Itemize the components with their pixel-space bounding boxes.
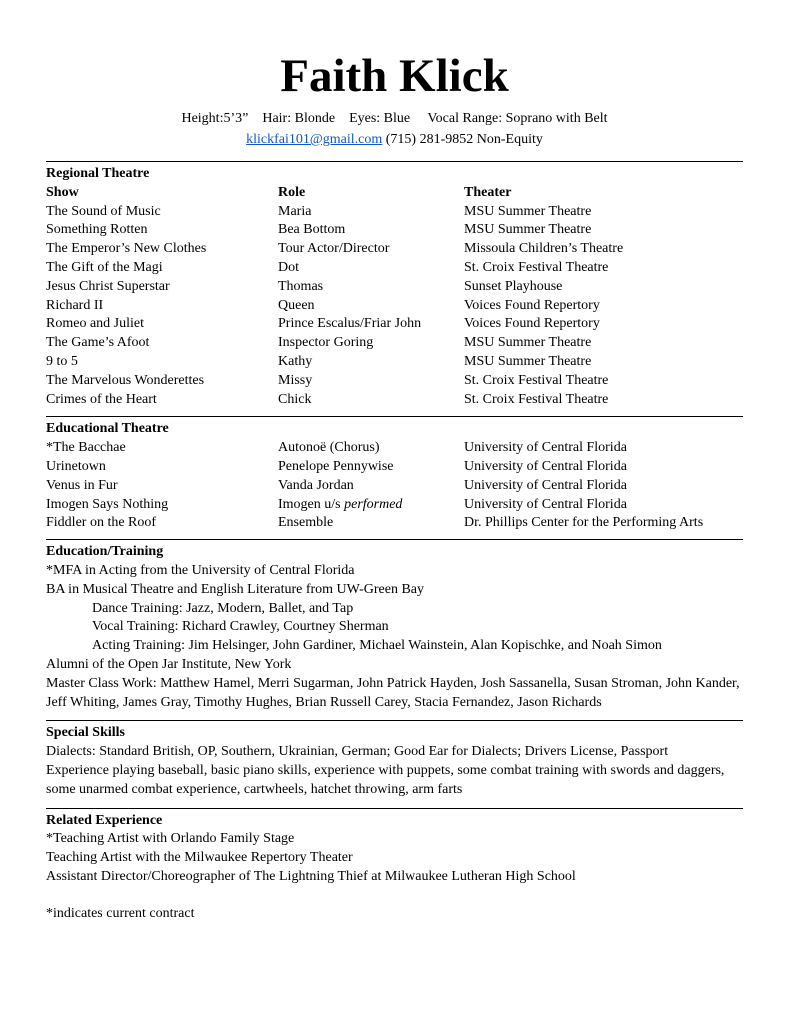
role-cell: Kathy <box>278 353 313 369</box>
role-cell: Queen <box>278 297 315 313</box>
theater-cell: MSU Summer Theatre <box>464 353 592 369</box>
divider <box>46 720 743 721</box>
table-row <box>46 297 743 316</box>
role-cell: Thomas <box>278 278 324 294</box>
table-row <box>46 372 743 391</box>
education-training-section <box>46 543 743 712</box>
theater-cell: MSU Summer Theatre <box>464 203 592 219</box>
role-cell <box>278 496 402 515</box>
theater-cell: Voices Found Repertory <box>464 297 600 313</box>
degree-ba: BA in Musical Theatre and English Literature from UW-Green Bay <box>46 581 425 597</box>
role-cell: Bea Bottom <box>278 222 346 238</box>
theater-cell: University of Central Florida <box>464 477 627 493</box>
alumni-line: Alumni of the Open Jar Institute, New York <box>46 656 292 672</box>
show-cell: Something Rotten <box>46 222 148 238</box>
role-text: Imogen u/s <box>278 496 341 512</box>
table-row <box>46 315 743 334</box>
performed-note: performed <box>344 496 403 512</box>
theater-cell: Voices Found Repertory <box>464 316 600 332</box>
role-cell: Autonoë (Chorus) <box>278 440 380 456</box>
regional-rows <box>46 203 743 410</box>
table-header <box>46 184 743 203</box>
section-title: Educational Theatre <box>46 421 169 437</box>
table-row <box>46 353 743 372</box>
height-stat: Height:5’3” <box>181 111 249 126</box>
show-cell: Fiddler on the Roof <box>46 515 157 531</box>
table-row <box>46 458 743 477</box>
table-row <box>46 496 743 515</box>
theater-cell: University of Central Florida <box>464 458 627 474</box>
show-cell: Jesus Christ Superstar <box>46 278 170 294</box>
show-cell: The Emperor’s New Clothes <box>46 241 207 257</box>
show-cell: *The Bacchae <box>46 440 126 456</box>
show-cell: Crimes of the Heart <box>46 391 157 407</box>
section-title: Special Skills <box>46 725 125 741</box>
theater-cell: St. Croix Festival Theatre <box>464 259 609 275</box>
acting-training: Acting Training: Jim Helsinger, John Gardiner, Michael Wainstein, Alan Kopischke, and Noah Simon <box>92 638 662 654</box>
list-item: Assistant Director/Choreographer of The Lightning Thief at Milwaukee Lutheran High School <box>46 868 576 884</box>
role-cell: Penelope Pennywise <box>278 458 394 474</box>
role-cell: Prince Escalus/Friar John <box>278 316 422 332</box>
table-row <box>46 259 743 278</box>
theater-cell: St. Croix Festival Theatre <box>464 372 609 388</box>
theater-cell: MSU Summer Theatre <box>464 222 592 238</box>
regional-theatre-section <box>46 165 743 409</box>
special-skills-section <box>46 724 743 799</box>
theater-cell: Sunset Playhouse <box>464 278 563 294</box>
show-cell: The Sound of Music <box>46 203 161 219</box>
divider <box>46 161 743 162</box>
header-theater: Theater <box>464 184 512 200</box>
table-row <box>46 240 743 259</box>
header-show: Show <box>46 184 79 200</box>
master-class-work: Master Class Work: Matthew Hamel, Merri Sugarman, John Patrick Hayden, Josh Sassanella, Susan Stroman, John Kander, Jeff Whiting, James Gray, Timothy Hughes, Brian Russell Carey, Stacia Fernandez, Jason Richards <box>46 675 740 710</box>
dance-training: Dance Training: Jazz, Modern, Ballet, and Tap <box>92 600 354 616</box>
role-cell: Ensemble <box>278 515 334 531</box>
hair-stat: Hair: Blonde <box>262 111 336 126</box>
theater-cell: University of Central Florida <box>464 440 627 456</box>
section-title: Related Experience <box>46 812 163 828</box>
educational-theatre-section <box>46 420 743 533</box>
table-row <box>46 477 743 496</box>
vocal-training: Vocal Training: Richard Crawley, Courtney Sherman <box>92 619 389 635</box>
role-cell: Missy <box>278 372 313 388</box>
theater-cell: MSU Summer Theatre <box>464 335 592 351</box>
role-cell: Tour Actor/Director <box>278 241 390 257</box>
table-row <box>46 221 743 240</box>
theater-cell: St. Croix Festival Theatre <box>464 391 609 407</box>
list-item: *Teaching Artist with Orlando Family Stage <box>46 831 295 847</box>
section-title: Regional Theatre <box>46 166 150 181</box>
theater-cell: Missoula Children’s Theatre <box>464 241 624 257</box>
show-cell: Urinetown <box>46 458 106 474</box>
role-cell: Inspector Goring <box>278 335 374 351</box>
footnote: *indicates current contract <box>46 905 195 921</box>
show-cell: Venus in Fur <box>46 477 118 493</box>
theater-cell: University of Central Florida <box>464 496 627 512</box>
footnote-section <box>46 905 743 924</box>
section-title: Education/Training <box>46 544 164 560</box>
show-cell: The Marvelous Wonderettes <box>46 372 205 388</box>
table-row <box>46 439 743 458</box>
table-row <box>46 278 743 297</box>
email-link[interactable]: klickfai101@gmail.com <box>246 132 383 147</box>
performer-name: Faith Klick <box>280 50 509 102</box>
show-cell: Romeo and Juliet <box>46 316 144 332</box>
show-cell: Imogen Says Nothing <box>46 496 169 512</box>
divider <box>46 539 743 540</box>
dialects-line: Dialects: Standard British, OP, Southern, Ukrainian, German; Good Ear for Dialects; Drivers License, Passport <box>46 744 669 760</box>
vocal-range-stat: Vocal Range: Soprano with Belt <box>427 111 608 126</box>
role-cell: Chick <box>278 391 312 407</box>
show-cell: Richard II <box>46 297 104 313</box>
eyes-stat: Eyes: Blue <box>349 111 411 126</box>
contact-line <box>46 130 743 149</box>
table-row <box>46 391 743 410</box>
other-skills: Experience playing baseball, basic piano skills, experience with puppets, some combat training with swords and daggers, some unarmed combat experience, cartwheels, hatchet throwing, arm farts <box>46 762 725 797</box>
table-row <box>46 334 743 353</box>
physical-stats <box>46 109 743 128</box>
role-cell: Dot <box>278 259 299 275</box>
role-cell: Maria <box>278 203 312 219</box>
header-role: Role <box>278 184 306 200</box>
phone-union: (715) 281-9852 Non-Equity <box>385 132 543 147</box>
table-row <box>46 203 743 222</box>
resume-page <box>46 48 743 923</box>
role-cell: Vanda Jordan <box>278 477 354 493</box>
divider <box>46 416 743 417</box>
show-cell: The Gift of the Magi <box>46 259 163 275</box>
theater-cell: Dr. Phillips Center for the Performing Arts <box>464 515 704 531</box>
degree-mfa: *MFA in Acting from the University of Central Florida <box>46 562 355 578</box>
table-row <box>46 514 743 533</box>
show-cell: The Game’s Afoot <box>46 335 150 351</box>
divider <box>46 808 743 809</box>
related-experience-section <box>46 812 743 887</box>
list-item: Teaching Artist with the Milwaukee Repertory Theater <box>46 850 353 866</box>
show-cell: 9 to 5 <box>46 353 78 369</box>
